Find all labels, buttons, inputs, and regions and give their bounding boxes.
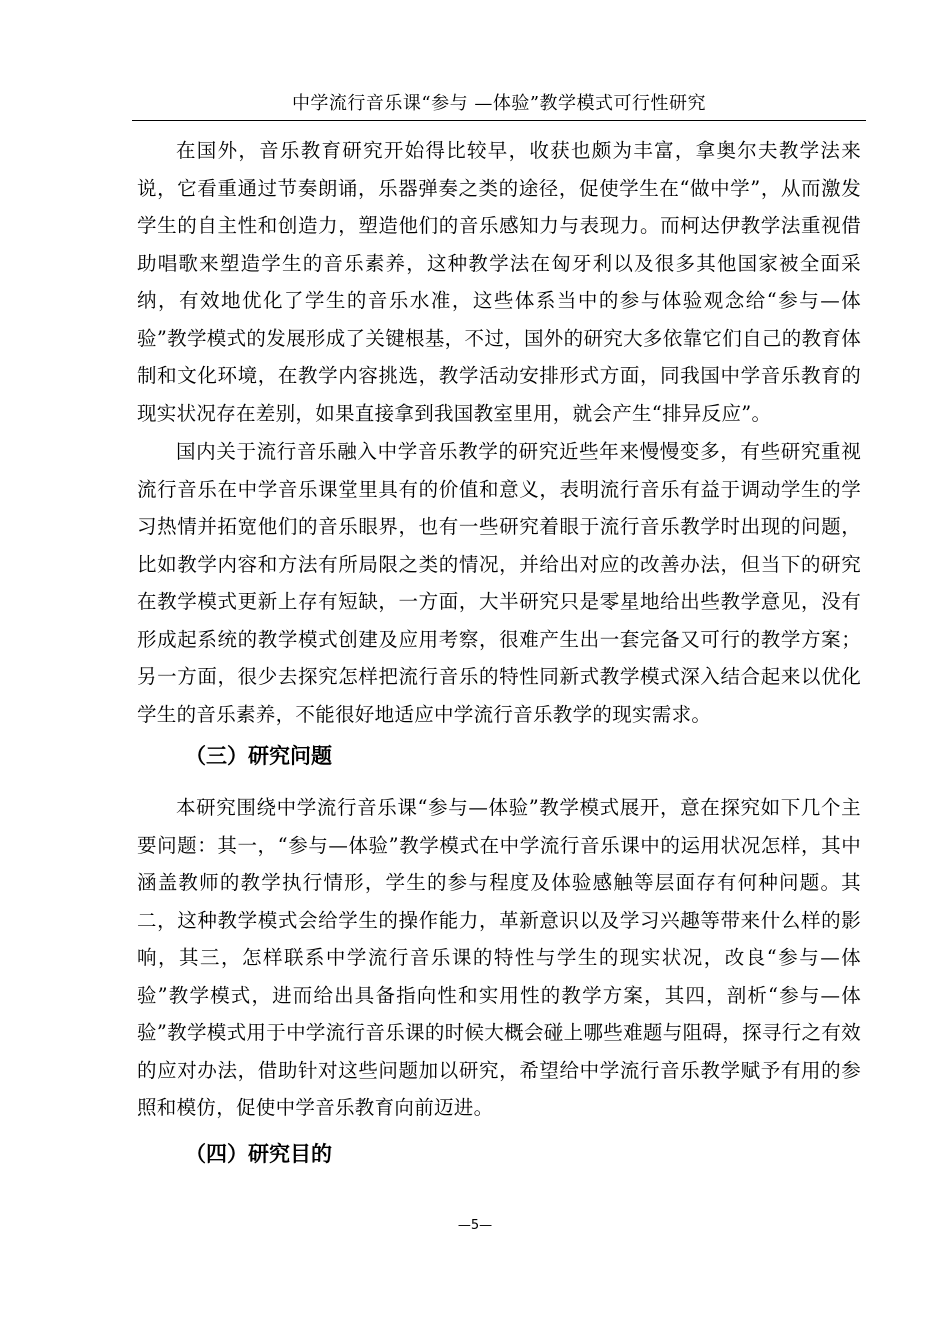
- paragraph-foreign-research: 在国外，音乐教育研究开始得比较早，收获也颇为丰富，拿奥尔夫教学法来说，它看重通过节奏朗诵，乐器弹奏之类的途径，促使学生在“做中学”，从而激发学生的自主性和创造力，塑造他们的音乐感知力与表现力。而柯达伊教学法重视借助唱歌来塑造学生的音乐素养，这种教学法在匈牙利以及很多其他国家被全面采纳，有效地优化了学生的音乐水准，这些体系当中的参与体验观念给“参与—体验”教学模式的发展形成了关键根基，不过，国外的研究大多依靠它们自己的教育体制和文化环境，在教学内容挑选，教学活动安排形式方面，同我国中学音乐教育的现实状况存在差别，如果直接拿到我国教室里用，就会产生“排异反应”。: [137, 139, 861, 425]
- page-number: —5—: [457, 1218, 493, 1233]
- section-heading-research-purpose: （四）研究目的: [185, 1142, 332, 1166]
- section-heading-research-questions: （三）研究问题: [185, 744, 332, 768]
- paragraph-research-questions: 本研究围绕中学流行音乐课“参与—体验”教学模式展开，意在探究如下几个主要问题：其一，“参与—体验”教学模式在中学流行音乐课中的运用状况怎样，其中涵盖教师的教学执行情形，学生的参与程度及体验感触等层面存有何种问题。其二，这种教学模式会给学生的操作能力，革新意识以及学习兴趣等带来什么样的影响，其三，怎样联系中学流行音乐课的特性与学生的现实状况，改良“参与—体验”教学模式，进而给出具备指向性和实用性的教学方案，其四，剖析“参与—体验”教学模式用于中学流行音乐课的时候大概会碰上哪些难题与阻碍，探寻行之有效的应对办法，借助针对这些问题加以研究，希望给中学流行音乐教学赋予有用的参照和模仿，促使中学音乐教育向前迈进。: [137, 796, 861, 1119]
- header-rule: [132, 120, 866, 121]
- paragraph-domestic-research: 国内关于流行音乐融入中学音乐教学的研究近些年来慢慢变多，有些研究重视流行音乐在中学音乐课堂里具有的价值和意义，表明流行音乐有益于调动学生的学习热情并拓宽他们的音乐眼界，也有一些研究着眼于流行音乐教学时出现的问题，比如教学内容和方法有所局限之类的情况，并给出对应的改善办法，但当下的研究在教学模式更新上存有短缺，一方面，大半研究只是零星地给出些教学意见，没有形成起系统的教学模式创建及应用考察，很难产生出一套完备又可行的教学方案；另一方面，很少去探究怎样把流行音乐的特性同新式教学模式深入结合起来以优化学生的音乐素养，不能很好地适应中学流行音乐教学的现实需求。: [137, 440, 861, 726]
- running-header: 中学流行音乐课“参与 —体验”教学模式可行性研究: [291, 93, 707, 114]
